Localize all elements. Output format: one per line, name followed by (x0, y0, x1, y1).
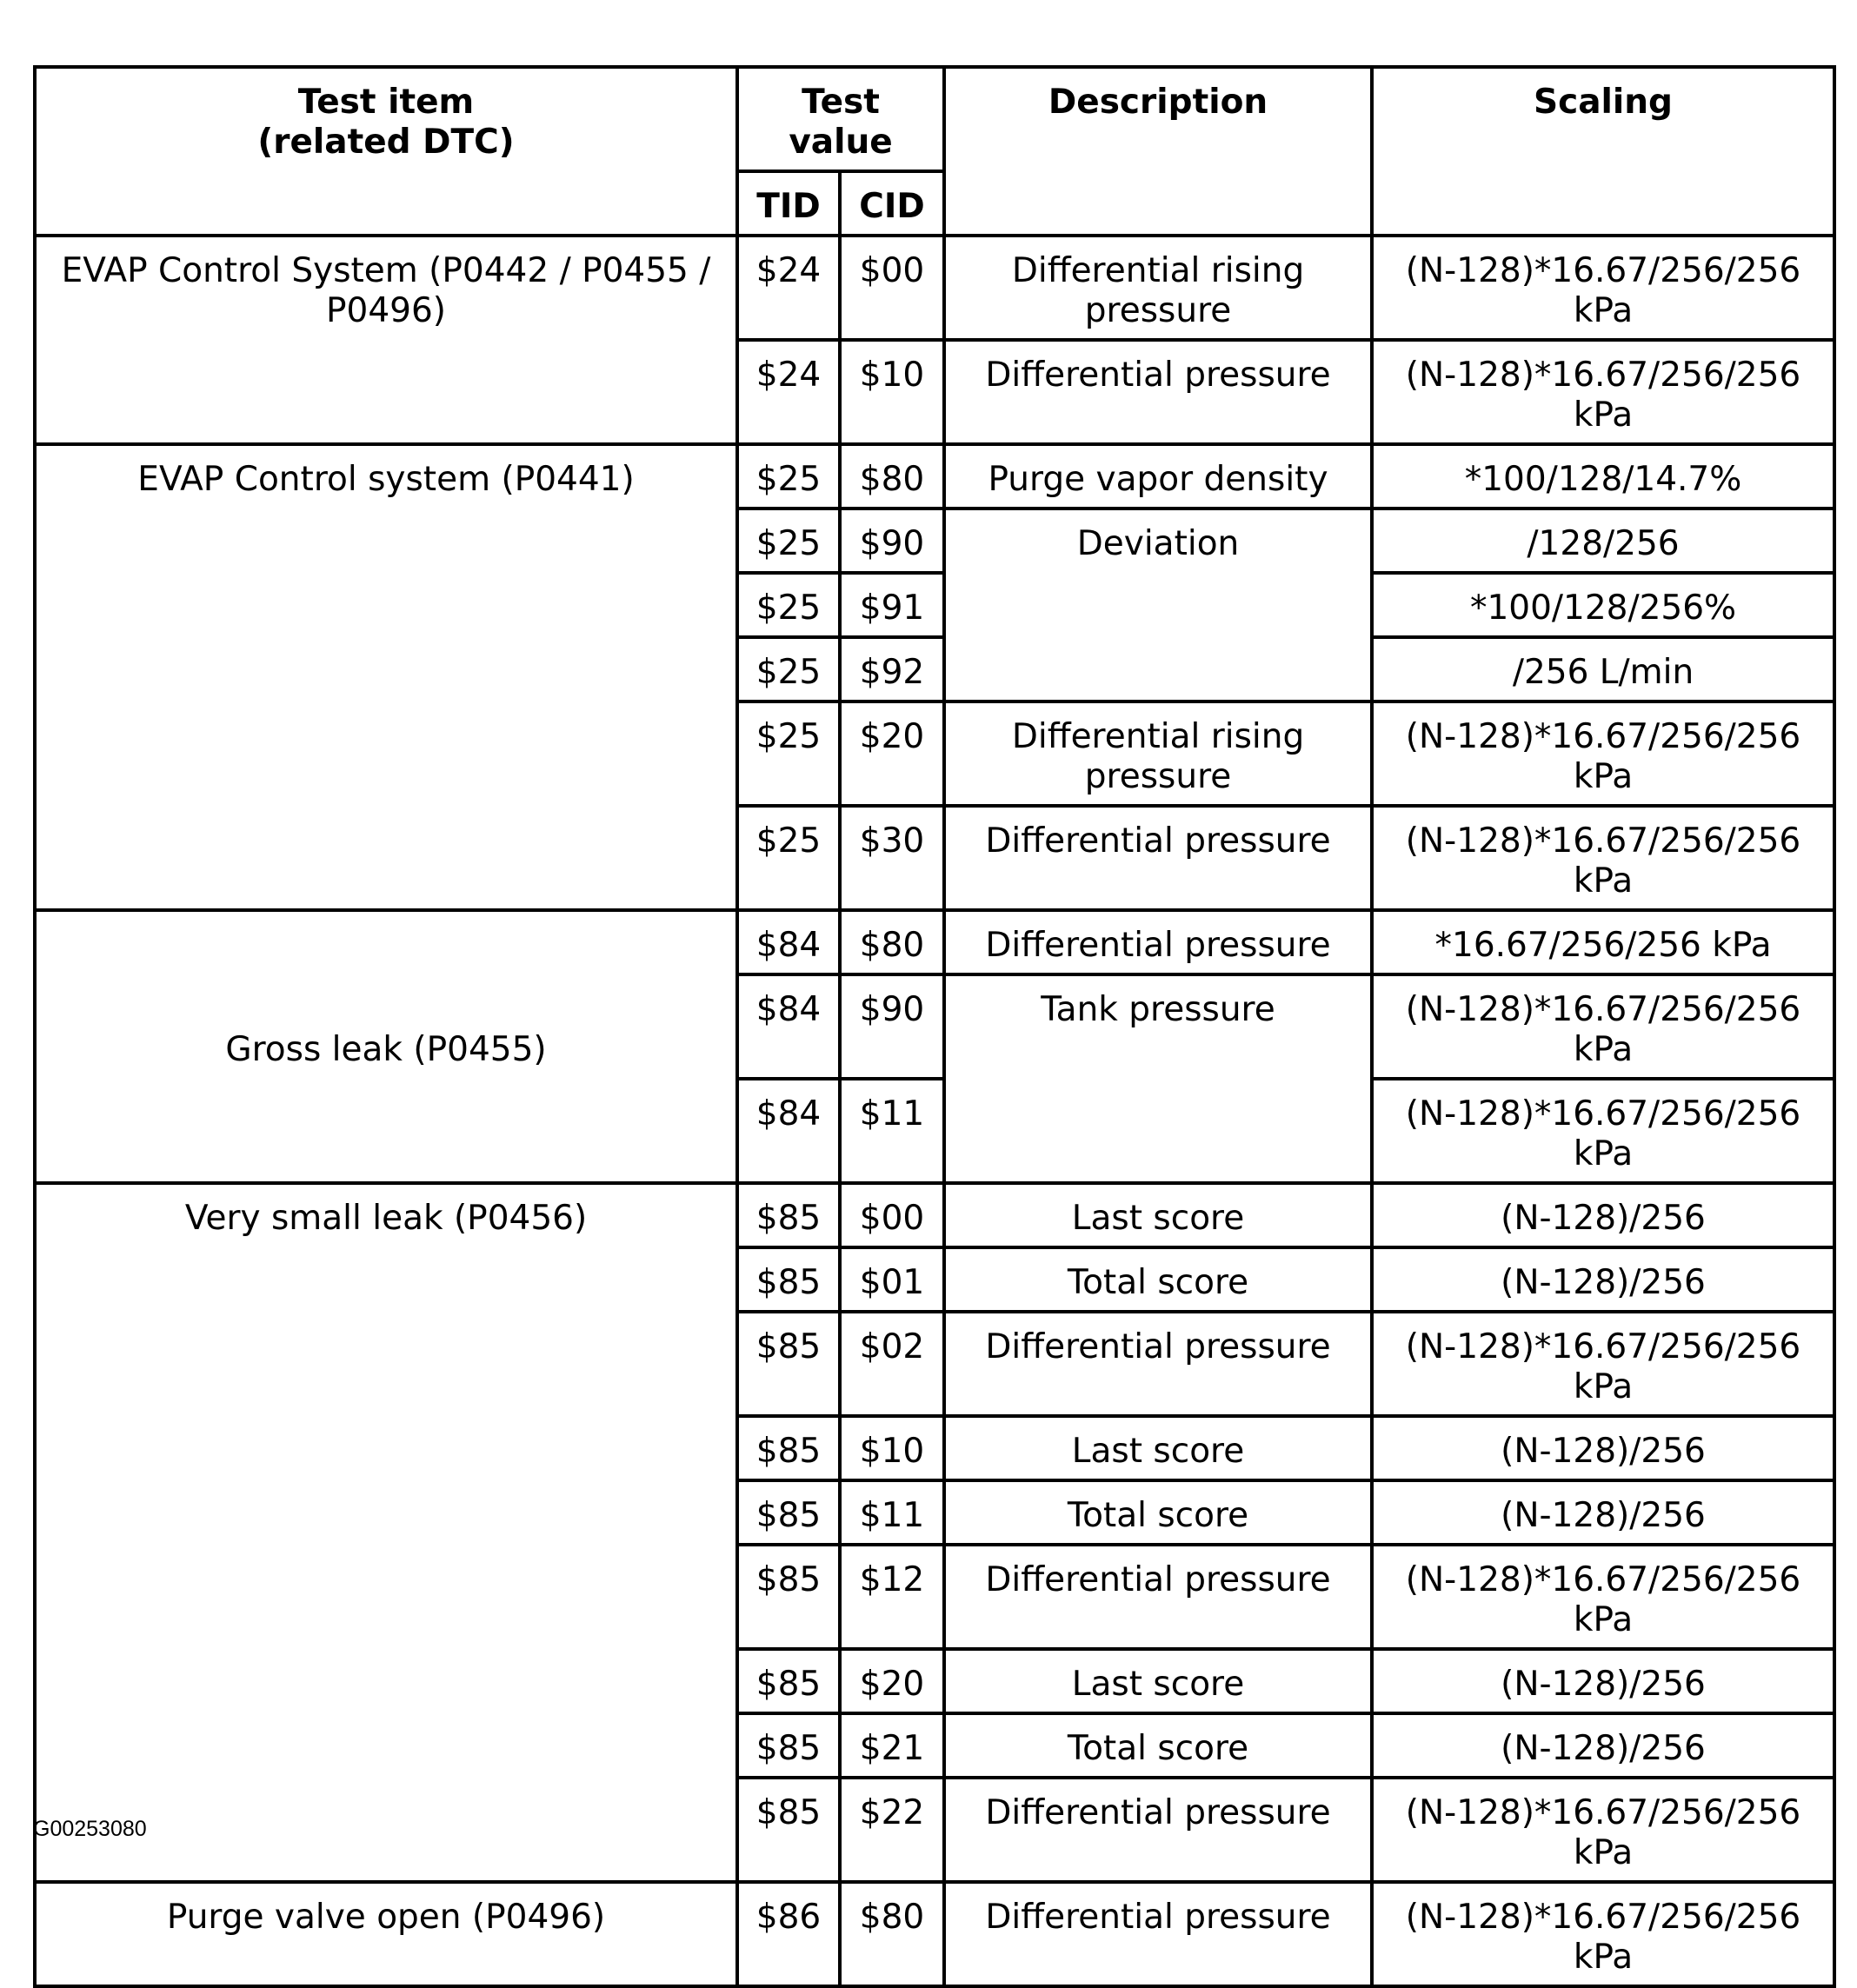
scaling-cell: (N-128)/256 (1372, 1183, 1834, 1247)
description-cell: Total score (944, 1480, 1372, 1545)
header-scaling: Scaling (1372, 67, 1834, 236)
tid-cell: $84 (737, 1079, 840, 1183)
tid-cell: $25 (737, 701, 840, 806)
tid-cell: $85 (737, 1480, 840, 1545)
description-cell: Purge vapor density (944, 444, 1372, 509)
cid-cell: $21 (840, 1713, 944, 1778)
description-cell: Differential rising pressure (944, 701, 1372, 806)
test-item-cell: Purge valve open (P0496) (35, 1882, 737, 1986)
scaling-cell: (N-128)/256 (1372, 1713, 1834, 1778)
tid-cell: $84 (737, 974, 840, 1079)
cid-cell: $20 (840, 1649, 944, 1713)
test-item-cell: EVAP Control system (P0441) (35, 444, 737, 910)
cid-cell: $00 (840, 236, 944, 340)
table-body (35, 236, 1834, 1986)
scaling-cell: (N-128)*16.67/256/256 kPa (1372, 340, 1834, 444)
scaling-cell: (N-128)*16.67/256/256 kPa (1372, 1312, 1834, 1416)
tid-cell: $85 (737, 1247, 840, 1312)
description-cell: Differential pressure (944, 806, 1372, 910)
scaling-cell: (N-128)*16.67/256/256 kPa (1372, 1882, 1834, 1986)
table-row (35, 236, 1834, 340)
description-cell: Last score (944, 1649, 1372, 1713)
scaling-cell: (N-128)*16.67/256/256 kPa (1372, 701, 1834, 806)
description-cell: Differential pressure (944, 340, 1372, 444)
description-cell: Total score (944, 1713, 1372, 1778)
description-cell: Differential pressure (944, 1882, 1372, 1986)
scaling-cell: *100/128/256% (1372, 573, 1834, 637)
cid-cell: $90 (840, 509, 944, 573)
scaling-cell: (N-128)*16.67/256/256 kPa (1372, 1778, 1834, 1882)
header-cid: CID (840, 171, 944, 236)
cid-cell: $01 (840, 1247, 944, 1312)
scaling-cell: *16.67/256/256 kPa (1372, 910, 1834, 974)
description-cell: Differential pressure (944, 1545, 1372, 1649)
scaling-cell: /256 L/min (1372, 637, 1834, 701)
description-cell: Differential pressure (944, 1778, 1372, 1882)
cid-cell: $90 (840, 974, 944, 1079)
tid-cell: $85 (737, 1649, 840, 1713)
test-item-cell: Very small leak (P0456) (35, 1183, 737, 1882)
scaling-cell: (N-128)/256 (1372, 1247, 1834, 1312)
table-header (35, 67, 1834, 236)
tid-cell: $86 (737, 1882, 840, 1986)
description-cell: Last score (944, 1183, 1372, 1247)
tid-cell: $25 (737, 573, 840, 637)
scaling-cell: (N-128)*16.67/256/256 kPa (1372, 974, 1834, 1079)
cid-cell: $80 (840, 910, 944, 974)
tid-cell: $25 (737, 806, 840, 910)
cid-cell: $11 (840, 1480, 944, 1545)
cid-cell: $80 (840, 1882, 944, 1986)
scaling-cell: (N-128)/256 (1372, 1480, 1834, 1545)
cid-cell: $11 (840, 1079, 944, 1183)
cid-cell: $80 (840, 444, 944, 509)
test-item-cell: Gross leak (P0455) (35, 910, 737, 1183)
table-row (35, 1882, 1834, 1986)
tid-cell: $85 (737, 1778, 840, 1882)
tid-cell: $84 (737, 910, 840, 974)
tid-cell: $25 (737, 444, 840, 509)
tid-cell: $85 (737, 1416, 840, 1480)
tid-cell: $24 (737, 340, 840, 444)
test-item-cell: EVAP Control System (P0442 / P0455 / P0496) (35, 236, 737, 444)
tid-cell: $25 (737, 637, 840, 701)
table-row (35, 444, 1834, 509)
scaling-cell: (N-128)*16.67/256/256 kPa (1372, 806, 1834, 910)
description-cell: Tank pressure (944, 974, 1372, 1183)
cid-cell: $91 (840, 573, 944, 637)
header-description: Description (944, 67, 1372, 236)
cid-cell: $20 (840, 701, 944, 806)
scaling-cell: (N-128)*16.67/256/256 kPa (1372, 1079, 1834, 1183)
description-cell: Total score (944, 1247, 1372, 1312)
table-row (35, 910, 1834, 974)
cid-cell: $10 (840, 1416, 944, 1480)
scaling-cell: (N-128)/256 (1372, 1416, 1834, 1480)
scaling-cell: (N-128)/256 (1372, 1649, 1834, 1713)
description-cell: Differential pressure (944, 910, 1372, 974)
description-cell: Deviation (944, 509, 1372, 701)
tid-cell: $85 (737, 1713, 840, 1778)
cid-cell: $22 (840, 1778, 944, 1882)
tid-cell: $85 (737, 1183, 840, 1247)
tid-cell: $85 (737, 1545, 840, 1649)
cid-cell: $00 (840, 1183, 944, 1247)
evap-monitor-table (33, 65, 1836, 1988)
header-tid: TID (737, 171, 840, 236)
figure-id: G00253080 (33, 1817, 147, 1841)
description-cell: Differential rising pressure (944, 236, 1372, 340)
header-test-value: Test value (737, 67, 944, 171)
cid-cell: $30 (840, 806, 944, 910)
tid-cell: $85 (737, 1312, 840, 1416)
cid-cell: $12 (840, 1545, 944, 1649)
scaling-cell: /128/256 (1372, 509, 1834, 573)
tid-cell: $24 (737, 236, 840, 340)
header-test-item: Test item (related DTC) (35, 67, 737, 236)
scaling-cell: *100/128/14.7% (1372, 444, 1834, 509)
cid-cell: $10 (840, 340, 944, 444)
table-row (35, 1183, 1834, 1247)
cid-cell: $92 (840, 637, 944, 701)
cid-cell: $02 (840, 1312, 944, 1416)
scaling-cell: (N-128)*16.67/256/256 kPa (1372, 236, 1834, 340)
tid-cell: $25 (737, 509, 840, 573)
description-cell: Differential pressure (944, 1312, 1372, 1416)
description-cell: Last score (944, 1416, 1372, 1480)
scaling-cell: (N-128)*16.67/256/256 kPa (1372, 1545, 1834, 1649)
